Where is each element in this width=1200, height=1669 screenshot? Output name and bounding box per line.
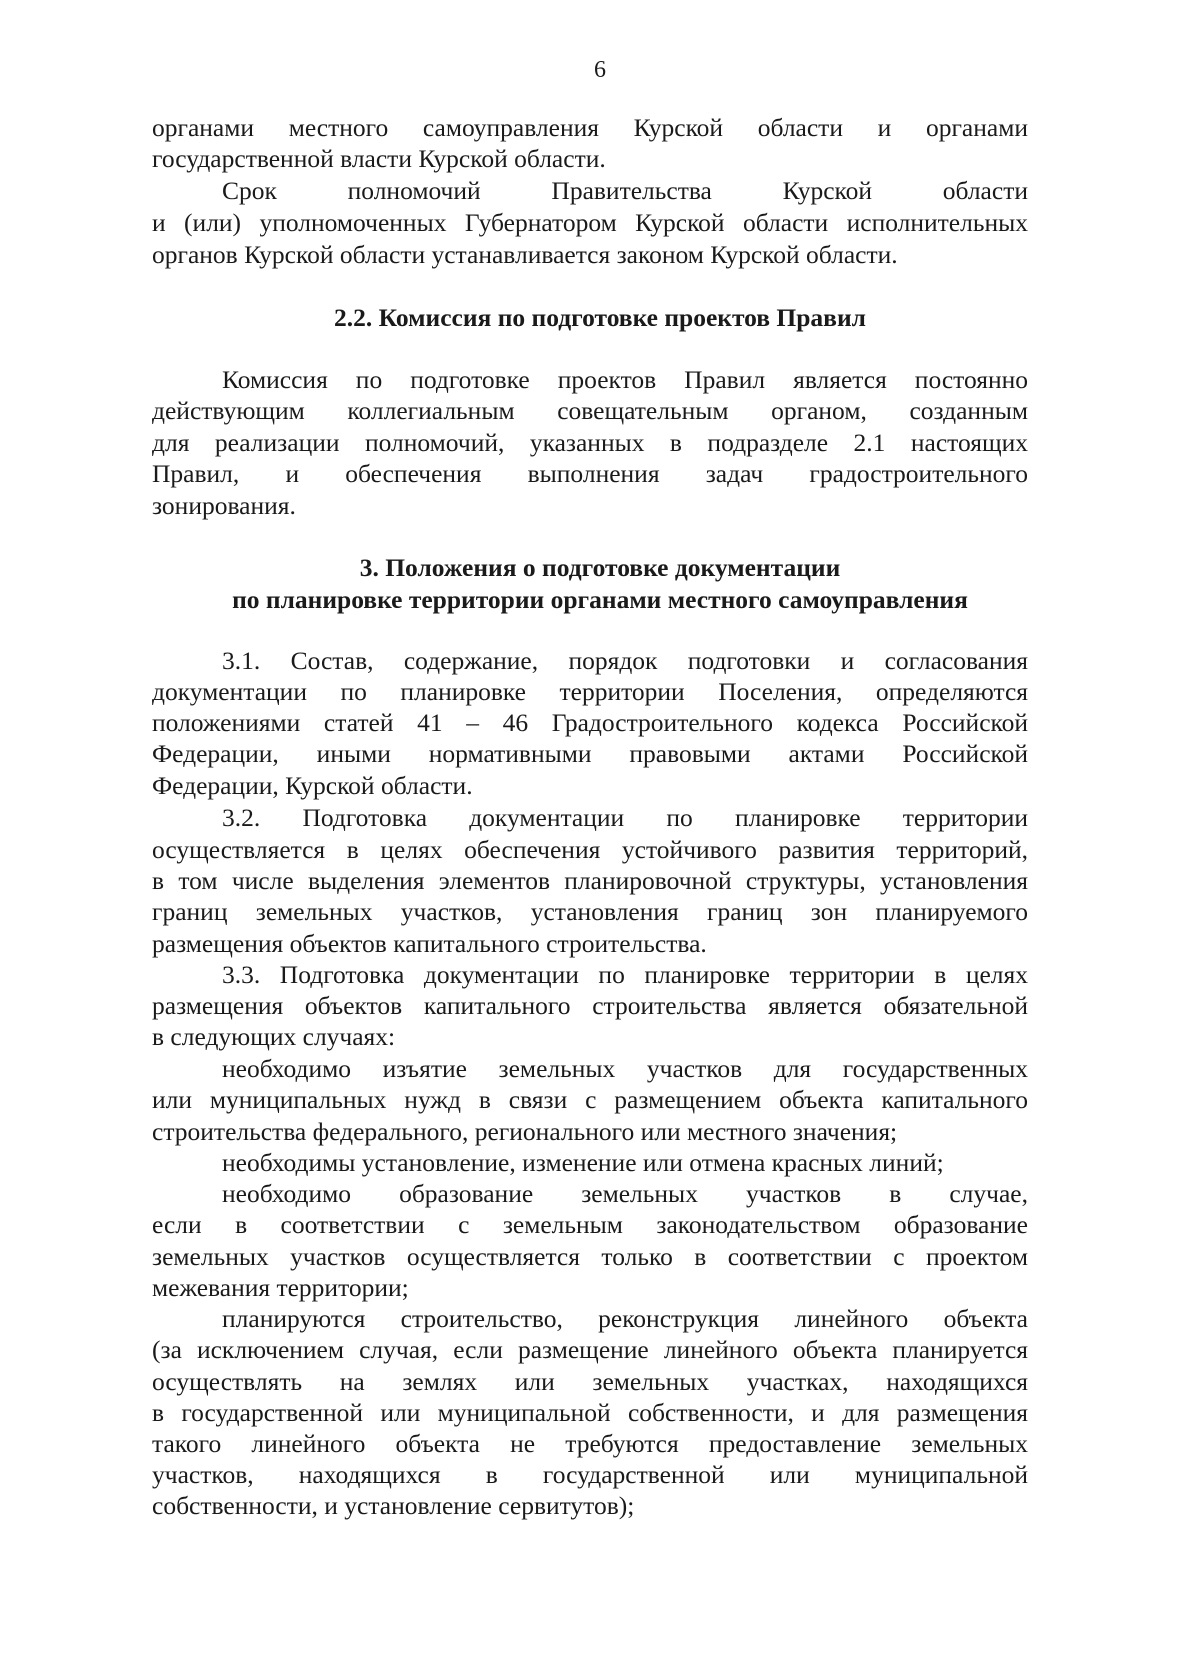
text-line: (за исключением случая, если размещение линейного объекта планируется [152,1335,1028,1364]
text-line: для реализации полномочий, указанных в подразделе 2.1 настоящих [152,428,1028,457]
text-line: Срок полномочий Правительства Курской области [222,176,1028,205]
text-line: или муниципальных нужд в связи с размещением объекта капитального [152,1085,1028,1114]
text-line: если в соответствии с земельным законодательством образование [152,1210,1028,1239]
text-line: необходимы установление, изменение или отмена красных линий; [222,1148,944,1177]
text-line: межевания территории; [152,1273,409,1302]
text-line: Правил, и обеспечения выполнения задач градостроительного [152,459,1028,488]
text-line: строительства федерального, регионального или местного значения; [152,1117,898,1146]
text-line: планируются строительство, реконструкция линейного объекта [222,1304,1028,1333]
text-line: Федерации, иными нормативными правовыми актами Российской [152,739,1028,768]
text-line: и (или) уполномоченных Губернатором Курской области исполнительных [152,208,1028,237]
text-line: земельных участков осуществляется только в соответствии с проектом [152,1242,1028,1271]
section-heading: по планировке территории органами местного самоуправления [232,585,968,614]
text-line: зонирования. [152,491,296,520]
text-line: в государственной или муниципальной собственности, и для размещения [152,1398,1028,1427]
section-heading: 3. Положения о подготовке документации [359,553,841,582]
text-line: государственной власти Курской области. [152,144,606,173]
text-line: размещения объектов капитального строительства является обязательной [152,991,1028,1020]
text-line: 3.2. Подготовка документации по планировке территории [222,803,1028,832]
text-line: необходимо изъятие земельных участков для государственных [222,1054,1028,1083]
text-line: положениями статей 41 – 46 Градостроительного кодекса Российской [152,708,1028,737]
text-line: действующим коллегиальным совещательным органом, созданным [152,396,1028,425]
text-line: Федерации, Курской области. [152,771,473,800]
text-line: участков, находящихся в государственной или муниципальной [152,1460,1028,1489]
text-line: в том числе выделения элементов планировочной структуры, установления [152,866,1028,895]
text-line: осуществляется в целях обеспечения устойчивого развития территорий, [152,835,1028,864]
text-line: Комиссия по подготовке проектов Правил является постоянно [222,365,1028,394]
text-line: необходимо образование земельных участков в случае, [222,1179,1028,1208]
text-line: размещения объектов капитального строительства. [152,929,707,958]
text-line: органами местного самоуправления Курской области и органами [152,113,1028,142]
section-heading: 2.2. Комиссия по подготовке проектов Правил [334,303,866,332]
text-line: такого линейного объекта не требуются предоставление земельных [152,1429,1028,1458]
text-line: осуществлять на землях или земельных участках, находящихся [152,1367,1028,1396]
text-line: органов Курской области устанавливается законом Курской области. [152,240,898,269]
text-line: 3.1. Состав, содержание, порядок подготовки и согласования [222,646,1028,675]
text-line: документации по планировке территории Поселения, определяются [152,677,1028,706]
text-line: в следующих случаях: [152,1022,396,1051]
text-line: собственности, и установление сервитутов); [152,1491,635,1520]
text-line: 3.3. Подготовка документации по планировке территории в целях [222,960,1028,989]
text-line: границ земельных участков, установления границ зон планируемого [152,897,1028,926]
page-number: 6 [594,57,606,83]
